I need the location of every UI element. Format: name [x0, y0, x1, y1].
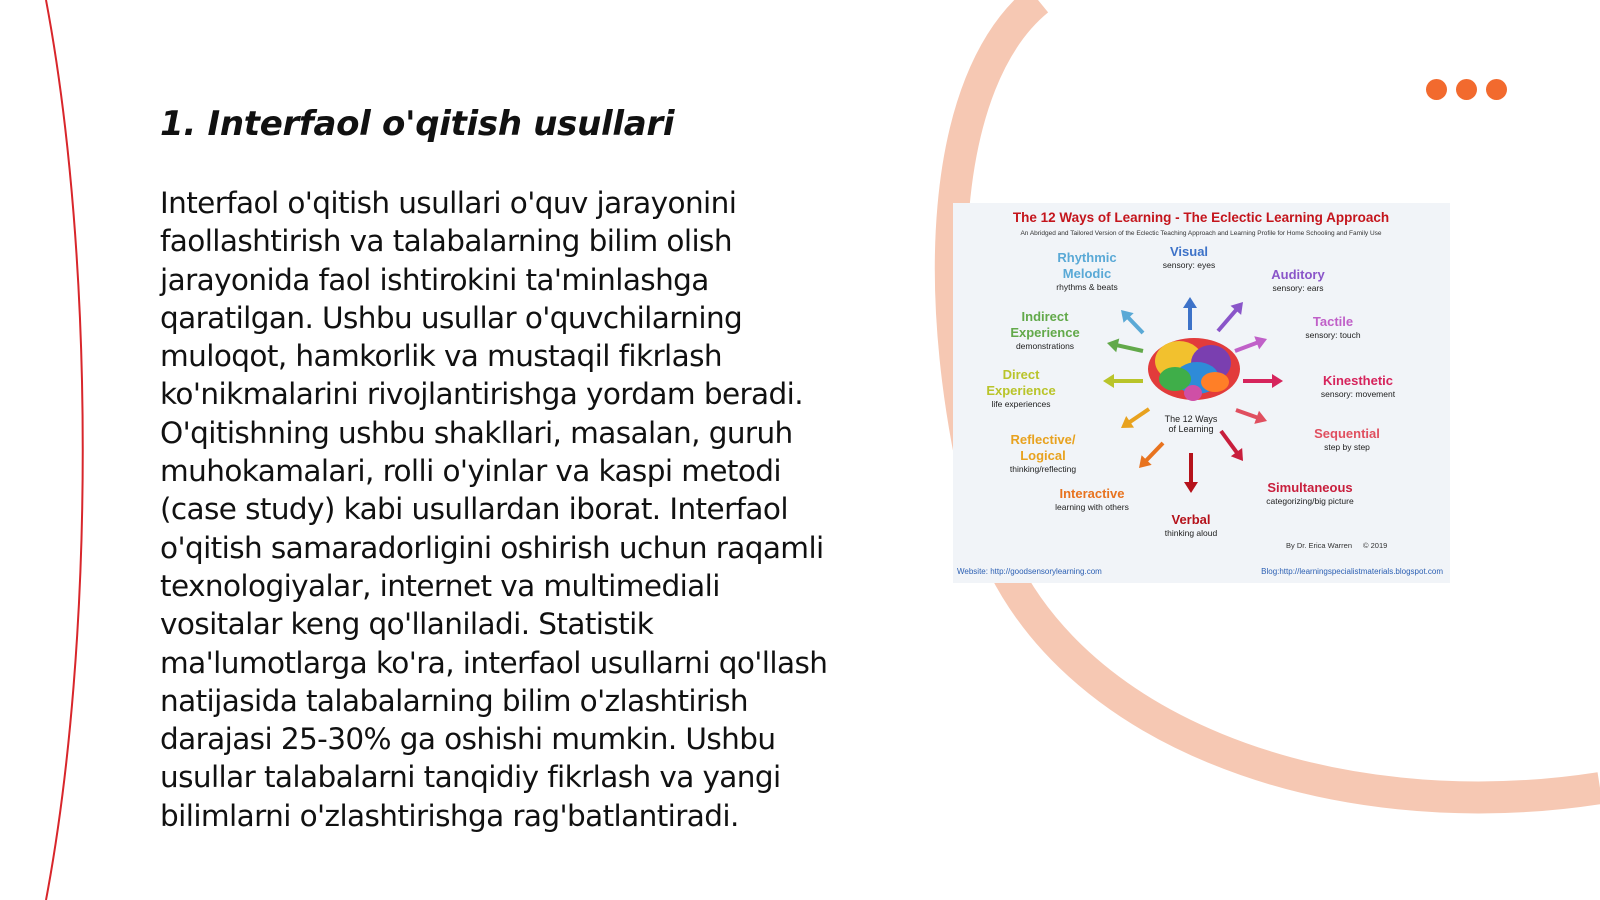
arrow-auditory: [1218, 309, 1237, 331]
infographic-title: The 12 Ways of Learning - The Eclectic Learning Approach: [1012, 210, 1390, 225]
infographic-footer: [957, 541, 1443, 576]
way-desc-verbal: thinking aloud: [1164, 528, 1218, 538]
way-name-rhythmic-melodic: Rhythmic: [1057, 250, 1117, 265]
center-label-line-2: of Learning: [1168, 424, 1214, 434]
infographic-svg: [953, 203, 1450, 583]
way-desc-interactive: learning with others: [1055, 502, 1129, 512]
way-name-reflective-logical: Logical: [1020, 448, 1066, 463]
way-name-indirect-experience: Indirect: [1021, 309, 1069, 324]
way-simultaneous: [1266, 480, 1354, 506]
dots-decoration: [1426, 79, 1507, 100]
arrow-indirect-experience: [1116, 345, 1143, 351]
way-desc-reflective-logical: thinking/reflecting: [1009, 464, 1077, 474]
dot-1: [1426, 79, 1447, 100]
way-direct-experience: [986, 367, 1055, 409]
slide-body-text: Interfaol o'qitish usullari o'quv jarayonini faollashtirish va talabalarning bilim olish jarayonida faol ishtirokini ta'minlashga qaratilgan. Ushbu usullar o'quvchilarning muloqot, hamkorlik va mustaqil fikrlash ko'nikmalarini rivojlantirishga yordam beradi. O'qitishning ushbu shakllari, masalan, guruh muhokamalari, rolli o'yinlar va kaspi metodi (case study) kabi usullardan iborat. Interfaol o'qitish samaradorligini oshirish uchun raqamli texnologiyalar, internet va multimediali vositalar keng qo'llaniladi. Statistik ma'lumotlarga ko'ra, interfaol usullarni qo'llash natijasida talabalarning bilim o'zlashtirish darajasi 25-30% ga oshishi mumkin. Ushbu usullar talabalarni tanqidiy fikrlash va yangi bilimlarni o'zlashtirishga rag'batlantiradi.: [160, 186, 828, 833]
way-name-simultaneous: Simultaneous: [1267, 480, 1353, 495]
way-visual: [1163, 244, 1215, 270]
brain-illustration: [1148, 338, 1240, 401]
author-credit: By Dr. Erica Warren: [1286, 541, 1352, 550]
learning-infographic: [953, 203, 1450, 583]
way-name-kinesthetic: Kinesthetic: [1322, 373, 1394, 388]
arrow-head-indirect-experience: [1107, 339, 1119, 353]
way-desc-indirect-experience: demonstrations: [1015, 341, 1075, 351]
way-name-sequential: Sequential: [1314, 426, 1380, 441]
way-desc-sequential: step by step: [1324, 442, 1370, 452]
way-desc-tactile: sensory: touch: [1305, 330, 1361, 340]
way-name-direct-experience: Experience: [986, 383, 1056, 398]
way-tactile: [1305, 314, 1361, 340]
way-auditory: [1271, 267, 1325, 293]
way-desc-rhythmic-melodic: rhythms & beats: [1056, 282, 1118, 292]
center-label-line-1: The 12 Ways: [1164, 414, 1218, 424]
blog-link[interactable]: Blog:http://learningspecialistmaterials.blogspot.com: [1261, 567, 1443, 576]
arrow-simultaneous: [1221, 431, 1238, 454]
dot-3: [1486, 79, 1507, 100]
way-desc-simultaneous: categorizing/big picture: [1266, 496, 1354, 506]
way-name-direct-experience: Direct: [1002, 367, 1040, 382]
way-interactive: [1055, 486, 1129, 512]
way-name-reflective-logical: Reflective/: [1010, 432, 1076, 447]
website-link[interactable]: Website: http://goodsensorylearning.com: [957, 567, 1102, 576]
copyright-text: © 2019: [1363, 541, 1388, 550]
way-desc-direct-experience: life experiences: [991, 399, 1051, 409]
way-name-interactive: Interactive: [1059, 486, 1125, 501]
way-name-visual: Visual: [1169, 244, 1209, 259]
way-name-verbal: Verbal: [1171, 512, 1211, 527]
way-sequential: [1314, 426, 1380, 452]
arrow-head-direct-experience: [1103, 374, 1114, 388]
way-reflective-logical: [1010, 432, 1076, 474]
dot-2: [1456, 79, 1477, 100]
way-verbal: [1165, 512, 1218, 538]
arrow-sequential: [1236, 410, 1259, 418]
way-rhythmic-melodic: [1056, 250, 1117, 292]
way-name-tactile: Tactile: [1312, 314, 1354, 329]
arrow-rhythmic-melodic: [1127, 317, 1143, 333]
arrow-reflective-logical: [1128, 409, 1149, 423]
arrow-head-kinesthetic: [1272, 374, 1283, 388]
way-desc-auditory: sensory: ears: [1272, 283, 1324, 293]
way-kinesthetic: [1321, 373, 1396, 399]
slide-title: 1. Interfaol o'qitish usullari: [160, 104, 675, 144]
way-name-auditory: Auditory: [1271, 267, 1325, 282]
arrow-head-visual: [1183, 297, 1197, 308]
infographic-header: [1013, 210, 1389, 237]
way-desc-kinesthetic: sensory: movement: [1320, 389, 1396, 399]
left-curve-line: [46, 0, 83, 900]
way-name-indirect-experience: Experience: [1010, 325, 1080, 340]
arrow-interactive: [1145, 443, 1163, 462]
way-indirect-experience: [1010, 309, 1079, 351]
way-name-rhythmic-melodic: Melodic: [1062, 266, 1112, 281]
arrow-tactile: [1235, 342, 1259, 351]
infographic-subtitle: An Abridged and Tailored Version of the Eclectic Teaching Approach and Learning Profile for Home Schooling and Family Use: [1020, 230, 1382, 237]
arrow-head-verbal: [1184, 482, 1198, 493]
way-desc-visual: sensory: eyes: [1162, 260, 1216, 270]
